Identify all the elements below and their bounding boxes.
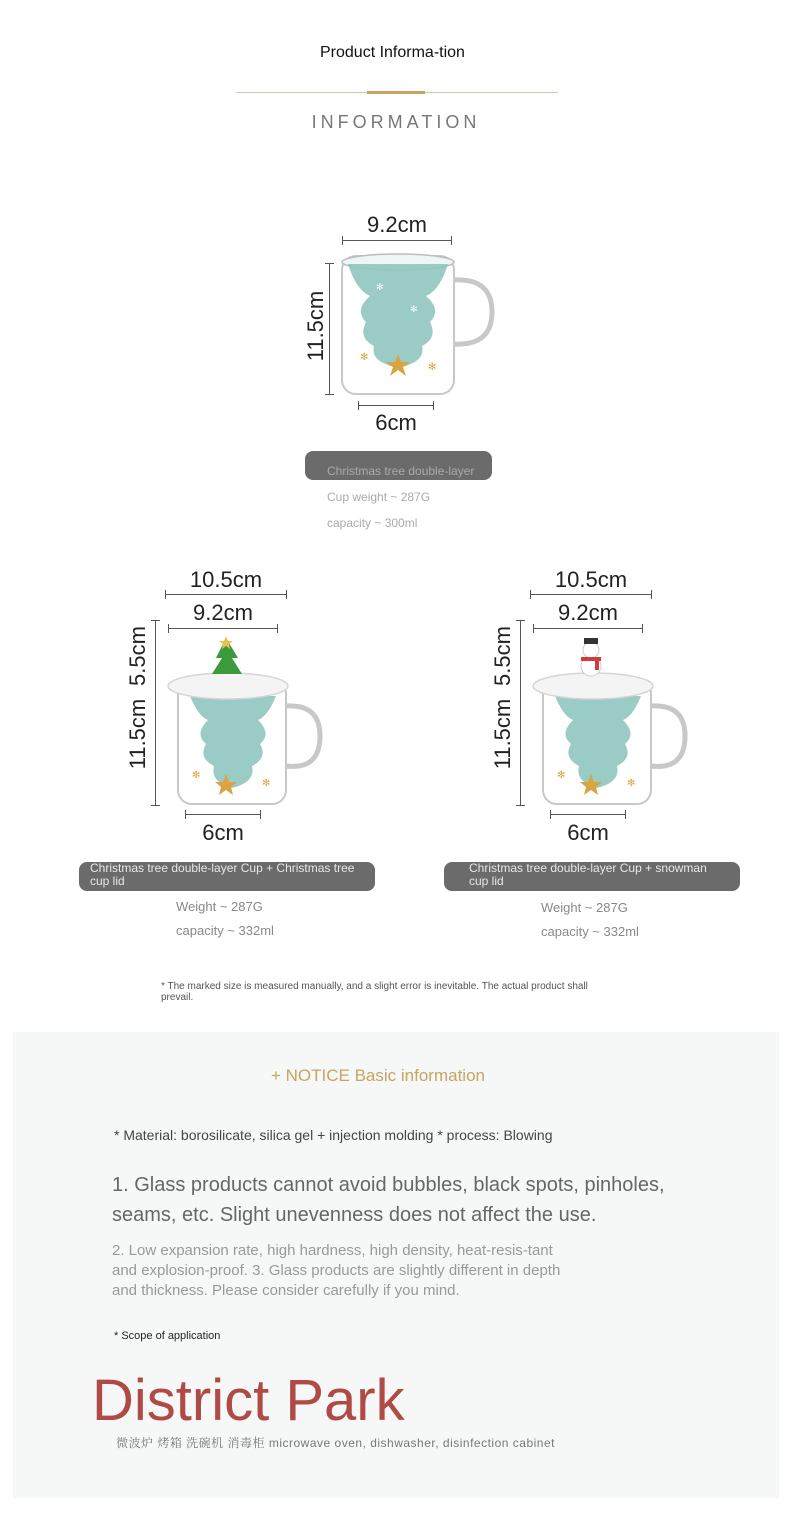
tree-width-top-line (168, 628, 278, 629)
notice-point-1: 1. Glass products cannot avoid bubbles, black spots, pinholes, seams, etc. Slight unevenness does not affect the use. (112, 1174, 665, 1226)
snowman-lid-height-label: 5.5cm (490, 626, 515, 686)
tree-width-top-label: 9.2cm (193, 600, 253, 625)
mug-with-tree-lid-illustration (164, 636, 328, 808)
main-width-top-label: 9.2cm (367, 212, 427, 237)
snowman-width-bottom-line (550, 814, 626, 815)
tree-lid-height-label: 5.5cm (125, 626, 150, 686)
tree-weight: Weight ~ 287G (176, 899, 263, 914)
mug-with-snowman-lid-illustration (529, 636, 693, 808)
main-caption: Christmas tree double-layer Cup weight ~ 287G capacity ~ 300ml (327, 464, 475, 530)
snowman-capacity: capacity ~ 332ml (541, 924, 639, 939)
svg-text:✻: ✻ (557, 770, 566, 781)
snowman-lid-width-line (530, 594, 652, 595)
snowman-weight: Weight ~ 287G (541, 900, 628, 915)
svg-text:✻: ✻ (360, 352, 369, 363)
tree-lid-width-line (165, 594, 287, 595)
snowman-width-top-label: 9.2cm (558, 600, 618, 625)
main-height-line (329, 263, 330, 395)
tree-width-bottom-line (185, 814, 261, 815)
tree-width-bottom-label: 6cm (202, 820, 244, 845)
section-subtitle: INFORMATION (311, 112, 481, 132)
tree-height-line (155, 620, 156, 806)
svg-text:✻: ✻ (262, 778, 271, 789)
main-width-bottom-line (358, 405, 434, 406)
svg-text:✻: ✻ (428, 362, 437, 373)
svg-text:✻: ✻ (192, 770, 201, 781)
snowman-height-line (520, 620, 521, 806)
snowman-lid-width-label: 10.5cm (554, 567, 628, 592)
tree-lid-width-label: 10.5cm (189, 567, 263, 592)
svg-text:✻: ✻ (376, 283, 384, 293)
main-height-label: 11.5cm (303, 290, 328, 362)
application-scope: 微波炉 烤箱 洗碗机 消毒柜 microwave oven, dishwasher, disinfection cabinet (116, 1436, 555, 1450)
snowman-width-top-line (533, 628, 643, 629)
brand-watermark: District Park (92, 1368, 405, 1433)
snowman-width-bottom-label: 6cm (567, 820, 609, 845)
material-info: * Material: borosilicate, silica gel + injection molding * process: Blowing (114, 1127, 553, 1143)
header-accent-bar (367, 91, 425, 94)
svg-text:✻: ✻ (627, 778, 636, 789)
snowman-label: Christmas tree double-layer Cup + snowman cup lid (469, 861, 707, 888)
snowman-height-label: 11.5cm (490, 698, 515, 770)
tree-capacity: capacity ~ 332ml (176, 923, 274, 938)
tree-height-label: 11.5cm (125, 698, 150, 770)
tree-label: Christmas tree double-layer Cup + Christmas tree cup lid (90, 861, 355, 888)
svg-text:✻: ✻ (410, 305, 418, 315)
notice-title: + NOTICE Basic information (271, 1066, 485, 1085)
page-title: Product Informa-tion (320, 44, 465, 61)
notice-point-2: 2. Low expansion rate, high hardness, high density, heat-resis-tant and explosion-proof. 3. Glass products are slightly different in depth and thickness. Please consider carefully if you mind. (112, 1242, 561, 1299)
scope-heading: * Scope of application (114, 1330, 221, 1342)
measurement-footnote: * The marked size is measured manually, and a slight error is inevitable. The actual product shall prevail. (161, 981, 588, 1003)
mug-illustration (336, 250, 500, 400)
main-width-top-line (342, 240, 452, 241)
main-width-bottom-label: 6cm (375, 410, 417, 435)
